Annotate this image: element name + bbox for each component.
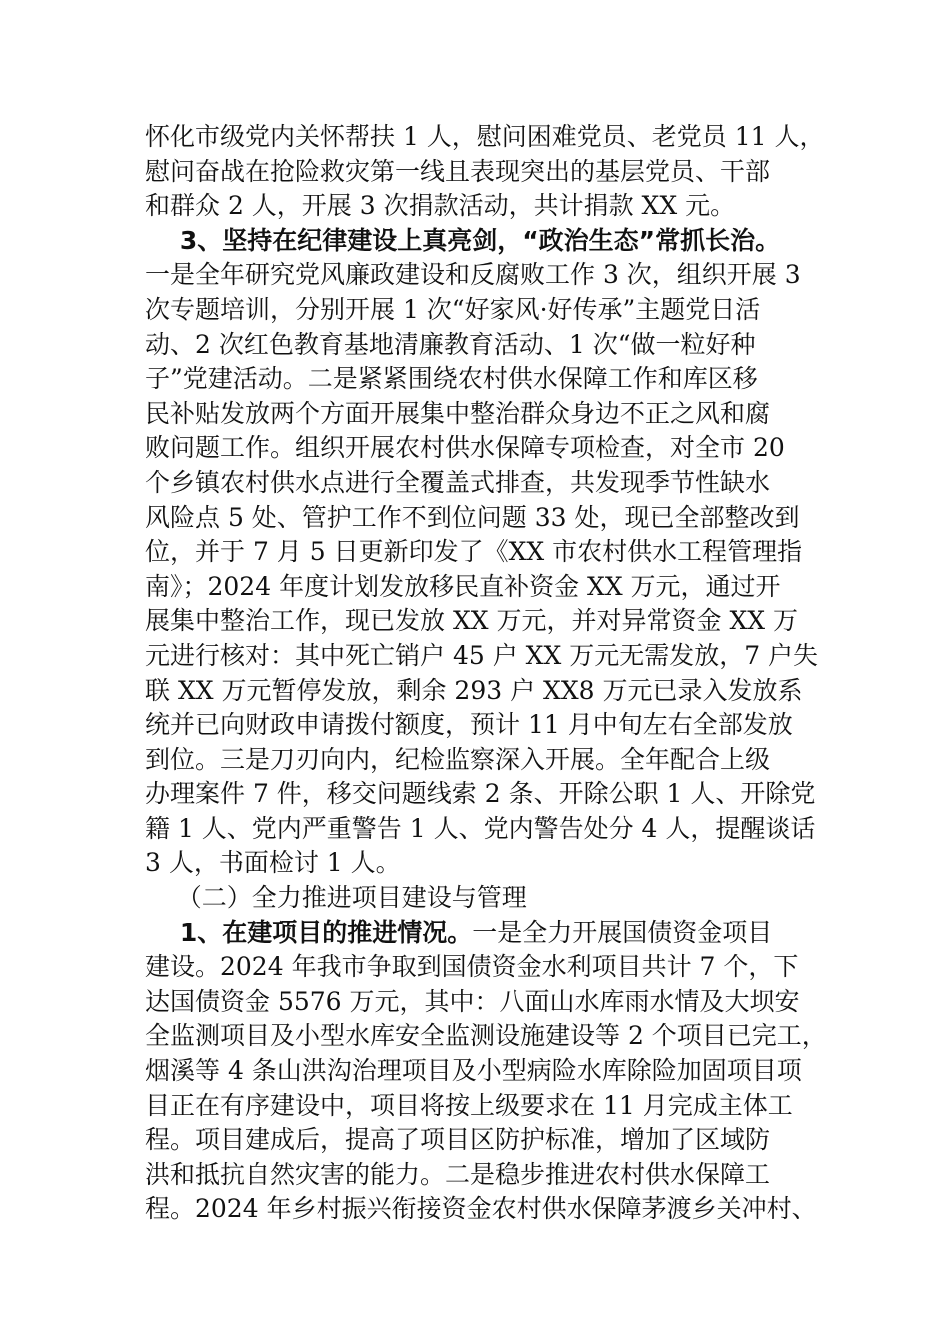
text-line	[145, 950, 835, 985]
text-line	[145, 293, 835, 328]
paragraph-text: 和群众 2 人，开展 3 次捐款活动，共计捐款 XX 元。	[145, 191, 736, 221]
text-line	[145, 1054, 835, 1089]
paragraph-text: 3 人，书面检讨 1 人。	[145, 848, 401, 878]
text-line	[145, 189, 835, 224]
paragraph-text: 个乡镇农村供水点进行全覆盖式排查，共发现季节性缺水	[145, 467, 771, 497]
paragraph-text: 办理案件 7 件，移交问题线索 2 条、开除公职 1 人、开除党	[145, 779, 816, 809]
paragraph-text: （二）全力推进项目建设与管理	[145, 883, 527, 913]
paragraph-text: 元进行核对：其中死亡销户 45 户 XX 万元无需发放，7 户失	[145, 640, 819, 670]
text-line	[145, 570, 835, 605]
paragraph-text: 程。项目建成后，提高了项目区防护标准，增加了区域防	[145, 1125, 771, 1155]
paragraph-text: 全监测项目及小型水库安全监测设施建设等 2 个项目已完工，	[145, 1021, 827, 1051]
text-line	[145, 258, 835, 293]
text-line	[145, 155, 835, 190]
paragraph-text: 联 XX 万元暂停发放，剩余 293 户 XX8 万元已录入发放系	[145, 675, 803, 705]
paragraph-text: 南》；2024 年度计划发放移民直补资金 XX 万元，通过开	[145, 571, 781, 601]
text-line	[145, 431, 835, 466]
text-line	[145, 639, 835, 674]
text-line	[145, 881, 835, 916]
paragraph-text: 败问题工作。组织开展农村供水保障专项检查，对全市 20	[145, 433, 785, 463]
paragraph-text: 一是全力开展国债资金项目	[472, 917, 773, 947]
bold-heading-text: 3、坚持在纪律建设上真亮剑，“政治生态”常抓长治。	[145, 225, 781, 255]
paragraph-text: 展集中整治工作，现已发放 XX 万元，并对异常资金 XX 万	[145, 606, 798, 636]
text-line	[145, 812, 835, 847]
text-line	[145, 535, 835, 570]
paragraph-text: 达国债资金 5576 万元，其中：八面山水库雨水情及大坝安	[145, 986, 800, 1016]
text-line	[145, 120, 835, 155]
text-line	[145, 674, 835, 709]
paragraph-text: 籍 1 人、党内严重警告 1 人、党内警告处分 4 人，提醒谈话	[145, 813, 816, 843]
paragraph-text: 烟溪等 4 条山洪沟治理项目及小型病险水库除险加固项目项	[145, 1056, 802, 1086]
text-line	[145, 328, 835, 363]
paragraph-text: 一是全年研究党风廉政建设和反腐败工作 3 次，组织开展 3	[145, 260, 801, 290]
text-line	[145, 777, 835, 812]
text-line	[145, 985, 835, 1020]
paragraph-text: 位，并于 7 月 5 日更新印发了《XX 市农村供水工程管理指	[145, 537, 803, 567]
text-line	[145, 916, 835, 951]
document-body	[145, 120, 835, 1227]
paragraph-text: 程。2024 年乡村振兴衔接资金农村供水保障茅渡乡关冲村、	[145, 1194, 817, 1224]
paragraph-text: 动、2 次红色教育基地清廉教育活动、1 次“做一粒好种	[145, 329, 756, 359]
text-line	[145, 604, 835, 639]
paragraph-text: 次专题培训，分别开展 1 次“好家风·好传承”主题党日活	[145, 294, 761, 324]
text-line	[145, 466, 835, 501]
paragraph-text: 风险点 5 处、管护工作不到位问题 33 处，现已全部整改到	[145, 502, 800, 532]
text-line	[145, 743, 835, 778]
text-line	[145, 501, 835, 536]
text-line	[145, 1089, 835, 1124]
paragraph-text: 子”党建活动。二是紧紧围绕农村供水保障工作和库区移	[145, 364, 758, 394]
text-line	[145, 224, 835, 259]
paragraph-text: 怀化市级党内关怀帮扶 1 人，慰问困难党员、老党员 11 人，	[145, 122, 825, 151]
text-line	[145, 397, 835, 432]
text-line	[145, 846, 835, 881]
text-line	[145, 1019, 835, 1054]
bold-heading-text: 1、在建项目的推进情况。	[145, 917, 473, 947]
text-line	[145, 1192, 835, 1227]
paragraph-text: 洪和抵抗自然灾害的能力。二是稳步推进农村供水保障工	[145, 1159, 771, 1189]
paragraph-text: 目正在有序建设中，项目将按上级要求在 11 月完成主体工	[145, 1090, 793, 1120]
paragraph-text: 建设。2024 年我市争取到国债资金水利项目共计 7 个，下	[145, 952, 799, 982]
paragraph-text: 统并已向财政申请拨付额度，预计 11 月中旬左右全部发放	[145, 710, 793, 740]
text-line	[145, 1123, 835, 1158]
paragraph-text: 民补贴发放两个方面开展集中整治群众身边不正之风和腐	[145, 398, 771, 428]
text-line	[145, 708, 835, 743]
paragraph-text: 到位。三是刀刃向内，纪检监察深入开展。全年配合上级	[145, 744, 771, 774]
text-line	[145, 1158, 835, 1193]
text-line	[145, 362, 835, 397]
paragraph-text: 慰问奋战在抢险救灾第一线且表现突出的基层党员、干部	[145, 156, 771, 186]
